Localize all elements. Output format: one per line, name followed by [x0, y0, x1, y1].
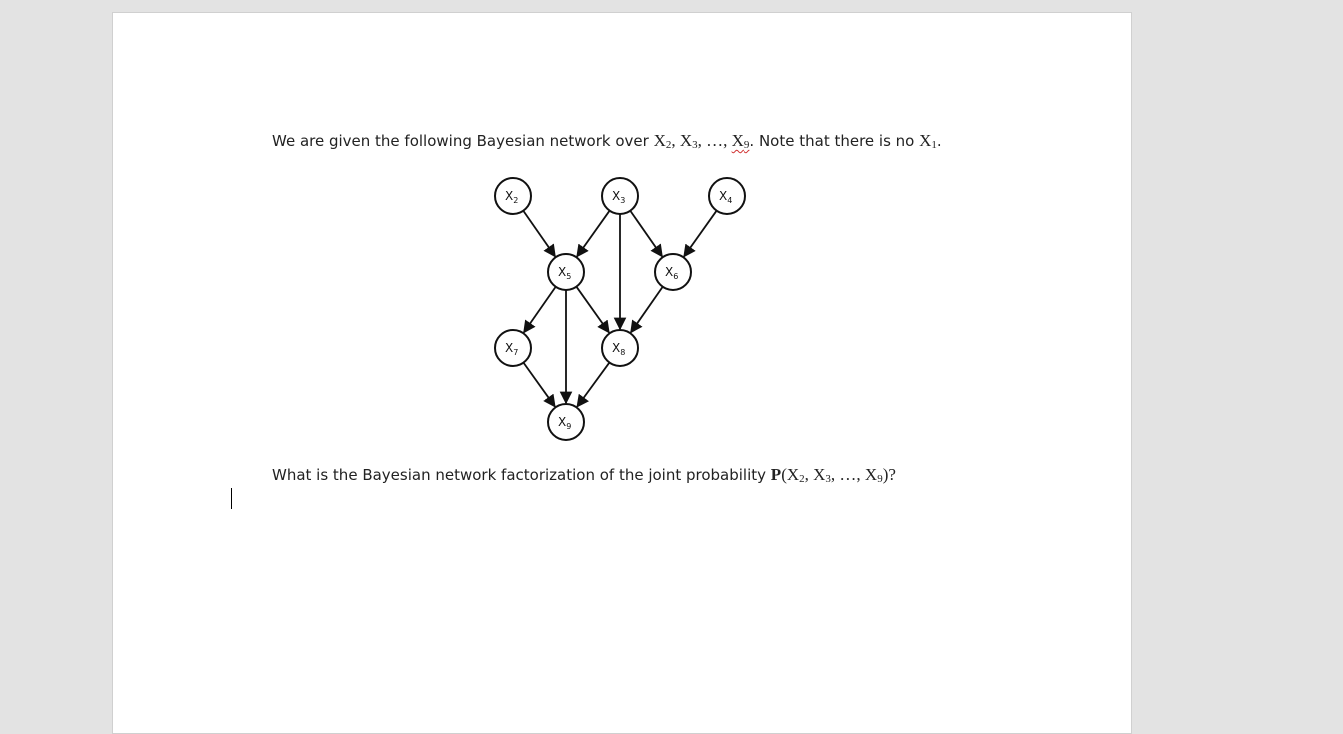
ellipsis: …	[839, 465, 857, 484]
arg-x9-base: X	[864, 465, 878, 484]
node-label: $X_9$	[558, 415, 572, 431]
arg-x9-sub: 9	[877, 473, 883, 485]
intro-end: .	[936, 132, 942, 150]
var-x3-sub: 3	[692, 139, 698, 151]
intro-middle: . Note that there is no	[749, 132, 920, 150]
node-label: $X_7$	[505, 341, 519, 357]
node-label: $X_2$	[505, 189, 519, 205]
node-x9	[548, 404, 584, 440]
intro-math-vars	[654, 131, 750, 150]
var-x3-base: X	[679, 131, 693, 150]
var-x2-base: X	[653, 131, 666, 150]
edge-x6-to-x8	[631, 287, 663, 333]
arg-x2-sub: 2	[799, 473, 805, 485]
edge-x2-to-x5	[523, 211, 555, 257]
sep: ,	[671, 131, 680, 150]
sep: ,	[723, 131, 732, 150]
prob-func: P	[770, 465, 782, 484]
var-x1-sub: 1	[931, 139, 937, 151]
edge-x3-to-x6	[630, 211, 662, 257]
paren-open: (	[781, 465, 787, 484]
paren-close: )?	[882, 465, 896, 484]
node-x4	[709, 178, 745, 214]
node-x8	[602, 330, 638, 366]
edge-x8-to-x9	[577, 363, 609, 407]
node-x3	[602, 178, 638, 214]
text-cursor	[231, 488, 232, 509]
node-label: $X_3$	[612, 189, 626, 205]
node-x2	[495, 178, 531, 214]
node-label: $X_4$	[719, 189, 733, 205]
node-x5	[548, 254, 584, 290]
arg-x3-sub: 3	[825, 473, 831, 485]
prompt-prefix: What is the Bayesian network factorization of the joint probability	[272, 466, 771, 484]
sep: ,	[830, 465, 840, 484]
node-label: $X_5$	[558, 265, 572, 281]
arg-x3-base: X	[813, 465, 826, 484]
edge-x4-to-x6	[684, 211, 717, 257]
bayesian-network-diagram	[490, 174, 752, 444]
intro-prefix: We are given the following Bayesian network over	[272, 132, 654, 150]
spellcheck-flagged-var[interactable]	[732, 131, 750, 150]
edge-x5-to-x8	[576, 287, 609, 333]
sep: ,	[804, 465, 814, 484]
var-x2-sub: 2	[665, 139, 672, 151]
node-label: $X_8$	[612, 341, 626, 357]
node-x7	[495, 330, 531, 366]
var-x9-base: X	[731, 131, 744, 150]
sep: ,	[697, 131, 707, 150]
ellipsis: …	[706, 131, 724, 150]
var-x9-sub: 9	[743, 139, 750, 151]
prompt-paragraph	[272, 465, 896, 485]
edge-x5-to-x7	[524, 287, 556, 333]
node-x6	[655, 254, 691, 290]
node-label: $X_6$	[665, 265, 679, 281]
var-x1-base: X	[919, 131, 932, 150]
edge-x7-to-x9	[523, 363, 554, 407]
network-edges	[523, 211, 716, 407]
intro-last-var	[919, 131, 937, 150]
edge-x3-to-x5	[577, 211, 610, 257]
intro-paragraph	[272, 131, 942, 151]
sep: ,	[856, 465, 865, 484]
prompt-math	[771, 465, 896, 484]
arg-x2-base: X	[786, 465, 800, 484]
